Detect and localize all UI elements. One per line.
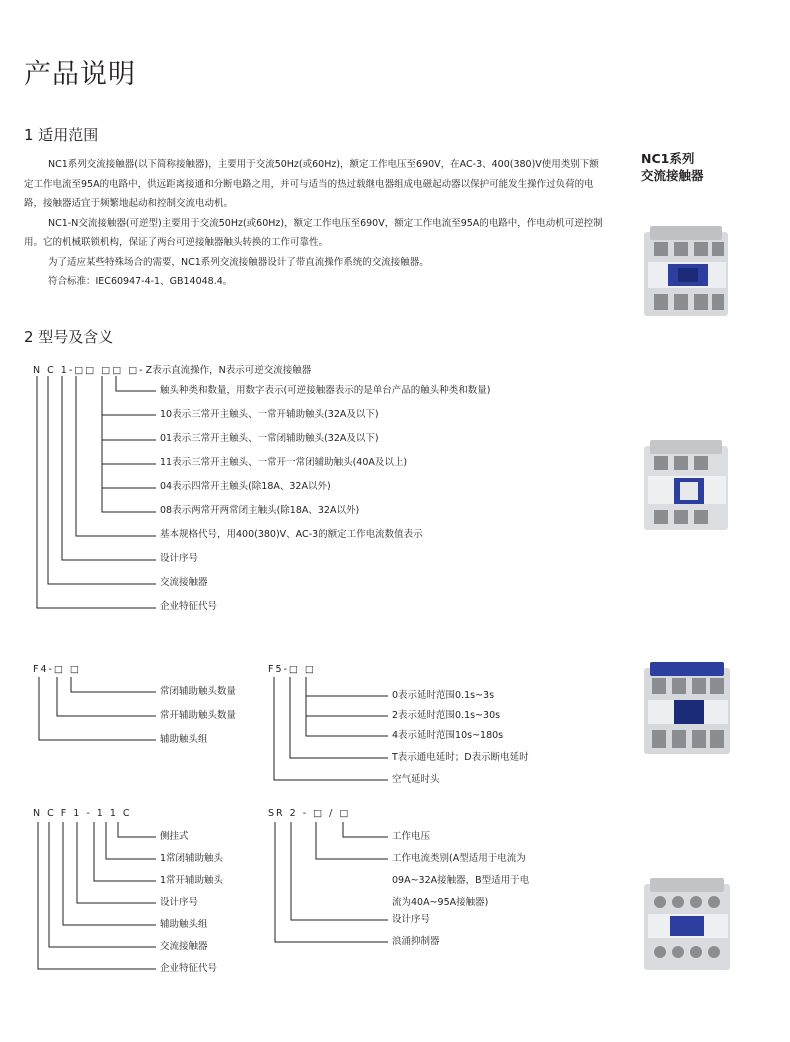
- nc1-label: 企业特征代号: [160, 601, 218, 612]
- f5-model-code: F5-□ □: [268, 664, 316, 675]
- ncf-label: 设计序号: [160, 897, 199, 908]
- f5-label: 0表示延时范围0.1s~3s: [392, 690, 495, 701]
- sr-label: 09A~32A接触器，B型适用于电: [392, 875, 530, 886]
- sr-label: 设计序号: [392, 914, 431, 925]
- f4-label: 辅助触头组: [160, 734, 208, 745]
- nc1-label: 01表示三常开主触头、一常闭辅助触头(32A及以下): [160, 433, 379, 444]
- contactor-photo: [640, 436, 736, 536]
- nc1-label: 触头种类和数量，用数字表示(可逆接触器表示的是单台产品的触头种类和数量): [160, 385, 491, 396]
- page-title: 产品说明: [24, 59, 136, 90]
- paragraph: 符合标准：IEC60947-4-1、GB14048.4。: [48, 276, 233, 287]
- f4-label: 常开辅助触头数量: [160, 710, 237, 721]
- f5-label: 4表示延时范围10s~180s: [392, 730, 504, 741]
- paragraph: NC1系列交流接触器(以下简称接触器)，主要用于交流50Hz(或60Hz)，额定工作电压至690V，在AC-3、400(380)V使用类别下额定工作电流至95A的电路中，供远距离接通和分断电路之用，并可与适当的热过载继电器组成电磁起动器以保护可能发生操作过负荷的电路，接触器适宜于频繁地起动和控制交流电动机。: [24, 159, 599, 209]
- series-title-line2: 交流接触器: [641, 168, 704, 183]
- ncf-label: 1常闭辅助触头: [160, 853, 224, 864]
- nc1-label: 04表示四常开主触头(除18A、32A以外): [160, 481, 331, 492]
- sr-label: 工作电压: [392, 831, 431, 842]
- nc1-label: 基本规格代号，用400(380)V、AC-3的额定工作电流数值表示: [160, 529, 423, 540]
- sr-label: 工作电流类别(A型适用于电流为: [392, 853, 526, 864]
- f4-label: 常闭辅助触头数量: [160, 686, 237, 697]
- f5-label: 2表示延时范围0.1s~30s: [392, 710, 501, 721]
- nc1-label: 08表示两常开两常闭主触头(除18A、32A以外): [160, 505, 360, 516]
- ncf-label: 侧挂式: [160, 831, 189, 842]
- ncf-label: 1常开辅助触头: [160, 875, 224, 886]
- contactor-photo: [640, 660, 736, 760]
- series-title-line1: NC1系列: [641, 151, 695, 166]
- nc1-label: 交流接触器: [160, 577, 208, 588]
- ncf-label: 辅助触头组: [160, 919, 208, 930]
- f5-label: 空气延时头: [392, 774, 440, 785]
- sr-label: 浪涌抑制器: [392, 936, 440, 947]
- ncf-label: 交流接触器: [160, 941, 208, 952]
- nc1-label: 设计序号: [160, 553, 199, 564]
- ncf-model-code: N C F 1 - 1 1 C: [33, 808, 132, 819]
- sr-model-code: SR 2 - □ / □: [268, 808, 351, 819]
- paragraph: NC1-N交流接触器(可逆型)主要用于交流50Hz(或60Hz)，额定工作电压至690V，额定工作电流至95A的电路中，作电动机可逆控制用。它的机械联锁机构，保证了两台可逆接触器触头转换的工作可靠性。: [24, 217, 603, 248]
- paragraph: 为了适应某些特殊场合的需要，NC1系列交流接触器设计了带直流操作系统的交流接触器。: [48, 256, 429, 268]
- nc1-model-code: N C 1-□□ □□ □- Z表示直流操作，N表示可逆交流接触器: [33, 365, 312, 376]
- section-2-heading: 2 型号及含义: [24, 328, 114, 346]
- f5-label: T表示通电延时；D表示断电延时: [392, 752, 529, 763]
- section-1-heading: 1 适用范围: [24, 126, 99, 144]
- ncf-label: 企业特征代号: [160, 963, 218, 974]
- nc1-label: 11表示三常开主触头、一常开一常闭辅助触头(40A及以上): [160, 457, 408, 468]
- sr-label: 流为40A~95A接触器): [392, 897, 489, 908]
- nc1-label: 10表示三常开主触头、一常开辅助触头(32A及以下): [160, 409, 379, 420]
- contactor-photo: [640, 876, 736, 976]
- f4-model-code: F4-□ □: [33, 664, 81, 675]
- contactor-photo: [640, 222, 736, 322]
